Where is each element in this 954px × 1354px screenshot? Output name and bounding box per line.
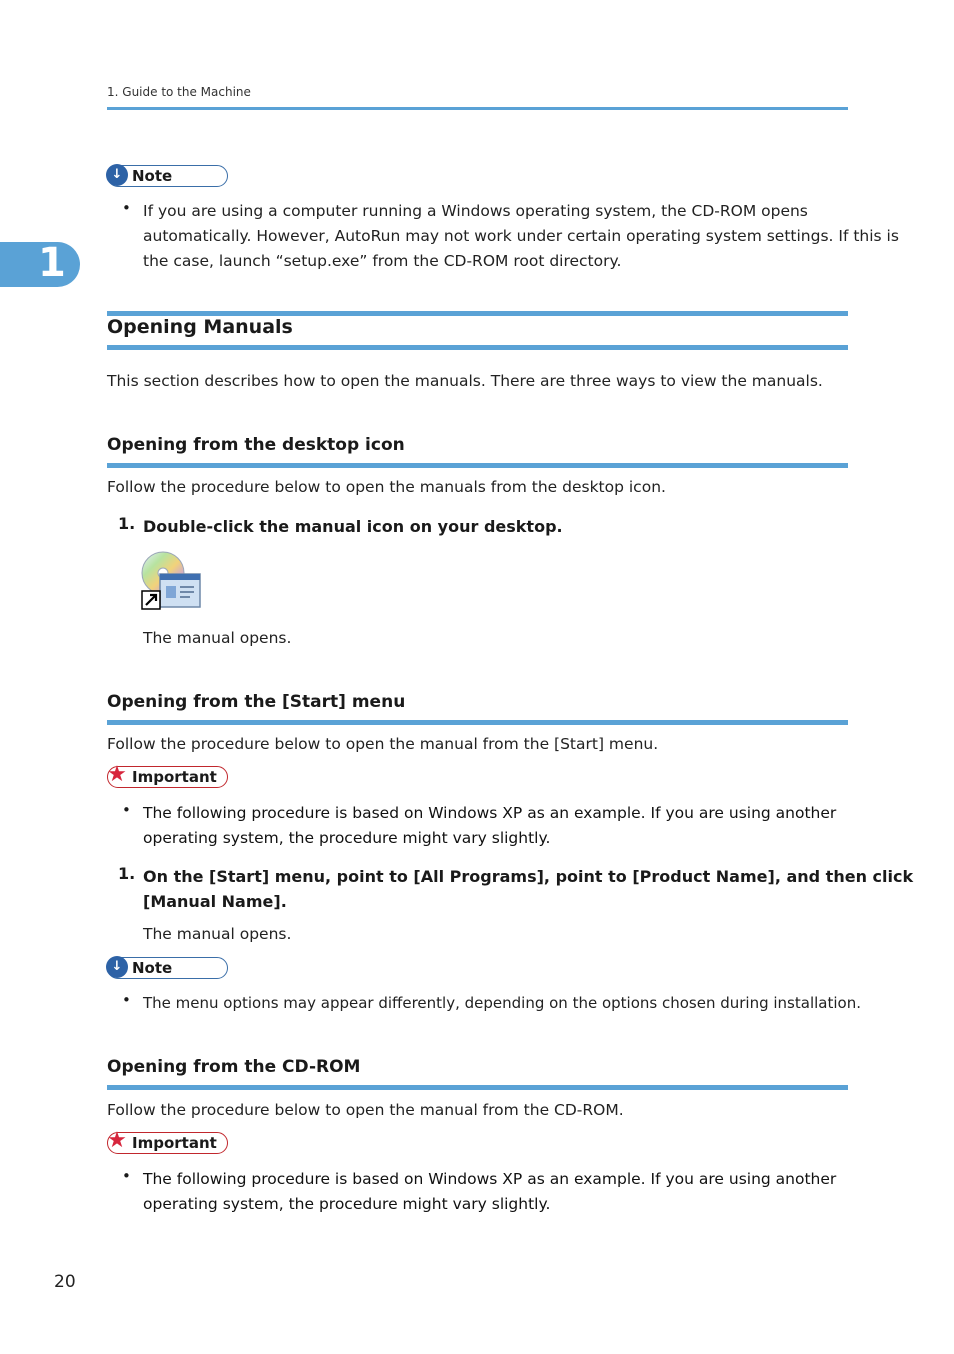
important-badge bbox=[107, 762, 228, 788]
running-header: 1. Guide to the Machine bbox=[107, 85, 251, 99]
step-result: The manual opens. bbox=[143, 629, 292, 647]
down-arrow-icon: ↓ bbox=[106, 164, 128, 186]
step-text: [Manual Name]. bbox=[143, 892, 287, 911]
note-line: If you are using a computer running a Windows operating system, the CD-ROM opens bbox=[143, 202, 808, 220]
subsection-title: Opening from the desktop icon bbox=[107, 435, 405, 455]
section-rule-bottom bbox=[107, 345, 848, 350]
page-number: 20 bbox=[54, 1272, 76, 1292]
subsection-title: Opening from the CD-ROM bbox=[107, 1057, 361, 1077]
step-result: The manual opens. bbox=[143, 925, 292, 943]
subsection-rule bbox=[107, 1085, 848, 1090]
important-line: operating system, the procedure might vary slightly. bbox=[143, 829, 551, 847]
subsection-title: Opening from the [Start] menu bbox=[107, 692, 406, 712]
important-badge bbox=[107, 1128, 228, 1154]
note-line: the case, launch “setup.exe” from the CD-ROM root directory. bbox=[143, 252, 622, 270]
subsection-rule bbox=[107, 463, 848, 468]
subsection-rule bbox=[107, 720, 848, 725]
subsection-intro: Follow the procedure below to open the manual from the [Start] menu. bbox=[107, 735, 659, 753]
down-arrow-icon: ↓ bbox=[106, 956, 128, 978]
note-badge bbox=[107, 165, 228, 187]
important-line: The following procedure is based on Windows XP as an example. If you are using another bbox=[143, 1170, 837, 1188]
important-line: The following procedure is based on Windows XP as an example. If you are using another bbox=[143, 804, 837, 822]
section-intro: This section describes how to open the manuals. There are three ways to view the manuals. bbox=[107, 372, 823, 390]
important-label: Important bbox=[132, 768, 217, 786]
chapter-tab bbox=[0, 242, 80, 287]
bullet: • bbox=[122, 801, 131, 819]
subsection-intro: Follow the procedure below to open the manuals from the desktop icon. bbox=[107, 478, 666, 496]
important-label: Important bbox=[132, 1134, 217, 1152]
subsection-intro: Follow the procedure below to open the manual from the CD-ROM. bbox=[107, 1101, 624, 1119]
chapter-number: 1 bbox=[38, 240, 66, 286]
bullet: • bbox=[122, 199, 131, 217]
bullet: • bbox=[122, 991, 131, 1009]
step-text: Double-click the manual icon on your desktop. bbox=[143, 517, 563, 536]
note-line: The menu options may appear differently, depending on the options chosen during installation. bbox=[143, 994, 861, 1012]
header-rule bbox=[107, 107, 848, 110]
note-badge bbox=[107, 957, 228, 979]
star-icon: ★ bbox=[107, 1128, 127, 1153]
important-line: operating system, the procedure might vary slightly. bbox=[143, 1195, 551, 1213]
section-title: Opening Manuals bbox=[107, 316, 293, 338]
note-label: Note bbox=[132, 959, 173, 977]
note-label: Note bbox=[132, 167, 173, 185]
star-icon: ★ bbox=[107, 762, 127, 787]
step-text: On the [Start] menu, point to [All Programs], point to [Product Name], and then click bbox=[143, 867, 914, 886]
note-line: automatically. However, AutoRun may not work under certain operating system settings. If this is bbox=[143, 227, 899, 245]
step-number: 1. bbox=[118, 514, 136, 533]
step-number: 1. bbox=[118, 864, 136, 883]
manual-shortcut-icon[interactable] bbox=[140, 550, 202, 612]
bullet: • bbox=[122, 1167, 131, 1185]
